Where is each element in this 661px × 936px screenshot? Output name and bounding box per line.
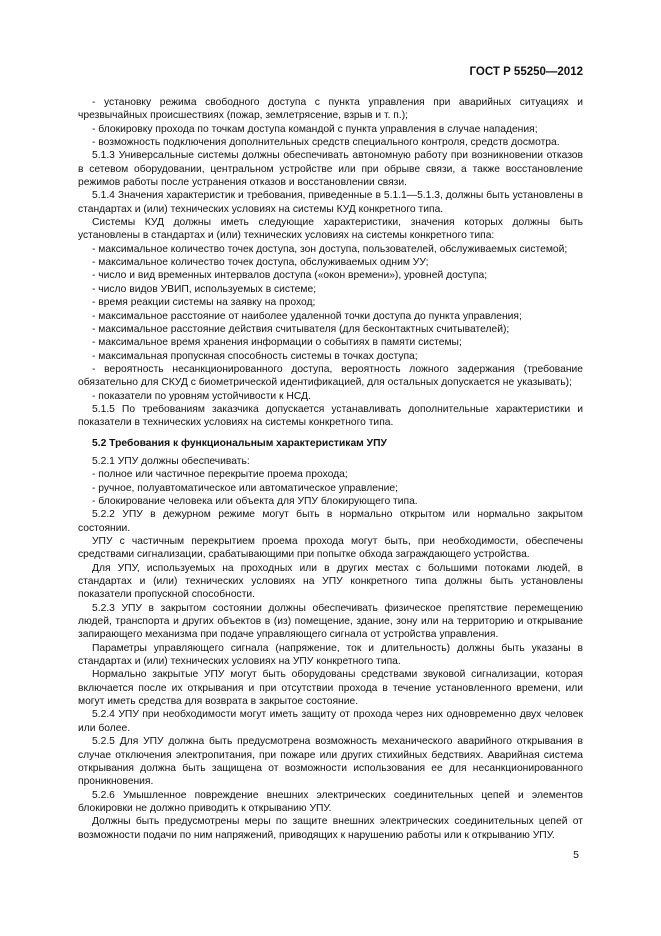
paragraph: - максимальная пропускная способность системы в точках доступа; — [92, 350, 418, 362]
paragraph: 5.2.6 Умышленное повреждение внешних электрических соединительных цепей и элементов блокировки не должно приводить к открыванию УПУ. — [78, 789, 583, 814]
document-body — [78, 96, 583, 842]
paragraph: - показатели по уровням устойчивости к НСД. — [92, 390, 311, 402]
paragraph: Должны быть предусмотрены меры по защите внешних электрических соединительных цепей от возможности подачи по ним напряжений, приводящих к нарушению работы или к открыванию УПУ. — [78, 816, 583, 841]
paragraph: 5.1.5 По требованиям заказчика допускается устанавливать дополнительные характеристики и показатели в технических условиях на системы конкретного типа. — [78, 403, 583, 429]
paragraph: - возможность подключения дополнительных средств специального контроля, средств досмотра. — [92, 137, 560, 149]
paragraph: 5.1.4 Значения характеристик и требования, приведенные в 5.1.1—5.1.3, должны быть установлены в стандартах и (или) технических условиях на системы КУД конкретного типа. — [78, 190, 583, 215]
paragraph: Параметры управляющего сигнала (напряжение, ток и длительность) должны быть указаны в стандартах и (или) технических условиях на УПУ конкретного типа. — [78, 642, 583, 668]
section-heading: 5.2 Требования к функциональным характеристикам УПУ — [92, 437, 387, 449]
paragraph: Системы КУД должны иметь следующие характеристики, значения которых должны быть установлены в стандартах и (или) технических условиях на системы конкретного типа: — [78, 217, 583, 242]
paragraph: - блокировку прохода по точкам доступа командой с пункта управления в случае нападения; — [92, 123, 538, 135]
paragraph: 5.2.5 Для УПУ должна быть предусмотрена возможность механического аварийного открывания в случае отключения электропитания, при пожаре или других стихийных бедствиях. Аварийная система открывания должна быть защищена от возможности использования ее для несанкционированного проникновения. — [78, 736, 583, 788]
paragraph: - максимальное количество точек доступа, обслуживаемых одним УУ; — [92, 257, 429, 269]
paragraph: - вероятность несанкционированного доступа, вероятность ложного задержания (требование обязательно для СКУД с биометрической идентификацией, для остальных допускается не указывать); — [78, 363, 583, 389]
paragraph: 5.2.1 УПУ должны обеспечивать: — [92, 455, 250, 467]
paragraph: Для УПУ, используемых на проходных или в других местах с большими потоками людей, в стандартах и (или) технических условиях на УПУ конкретного типа должны быть установлены показатели пропускной способности. — [78, 562, 583, 601]
paragraph: 5.1.3 Универсальные системы должны обеспечивать автономную работу при возникновении отказов в сетевом оборудовании, центральном устройстве или при обрыве связи, а также восстановление режимов работы после устранения отказов и восстановлении связи. — [78, 150, 583, 189]
paragraph: - максимальное расстояние действия считывателя (для бесконтактных считывателей); — [92, 323, 510, 335]
paragraph: Нормально закрытые УПУ могут быть оборудованы средствами звуковой сигнализации, которая включается после их открывания и при отсутствии прохода в течение установленного времени, или могут иметь средства для возврата в закрытое состояние. — [78, 669, 583, 708]
paragraph: - установку режима свободного доступа с пункта управления при аварийных ситуациях и чрезвычайных происшествиях (пожар, землетрясение, взрыв и т. п.); — [78, 97, 583, 122]
paragraph: - полное или частичное перекрытие проема прохода; — [92, 469, 348, 481]
paragraph: - максимальное расстояние от наиболее удаленной точки доступа до пункта управления; — [92, 310, 522, 322]
paragraph: - максимальное количество точек доступа, зон доступа, пользователей, обслуживаемых системой; — [92, 243, 568, 255]
paragraph: 5.2.3 УПУ в закрытом состоянии должны обеспечивать физическое препятствие перемещению людей, транспорта и других объектов в (из) помещение, здание, зону или на территорию и открывание запирающего механизма при подаче управляющего сигнала от устройства управления. — [78, 602, 583, 641]
paragraph: - время реакции системы на заявку на проход; — [92, 297, 316, 309]
paragraph: - максимальное время хранения информации о событиях в памяти системы; — [92, 337, 462, 349]
paragraph: УПУ с частичным перекрытием проема прохода могут быть, при необходимости, обеспечены средствами сигнализации, срабатывающими при попытке обхода заграждающего устройства. — [78, 536, 583, 561]
paragraph: 5.2.2 УПУ в дежурном режиме могут быть в нормально открытом или нормально закрытом состоянии. — [78, 509, 583, 534]
document-number-header: ГОСТ Р 55250—2012 — [469, 66, 583, 78]
paragraph: - число и вид временных интервалов доступа («окон времени»), уровней доступа; — [92, 270, 488, 282]
paragraph: 5.2.4 УПУ при необходимости могут иметь защиту от прохода через них одновременно двух человек или более. — [78, 709, 583, 734]
page-number: 5 — [573, 849, 579, 861]
paragraph: - блокирование человека или объекта для УПУ блокирующего типа. — [92, 495, 418, 507]
paragraph: - число видов УВИП, используемых в системе; — [92, 283, 317, 295]
paragraph: - ручное, полуавтоматическое или автоматическое управление; — [92, 482, 398, 494]
